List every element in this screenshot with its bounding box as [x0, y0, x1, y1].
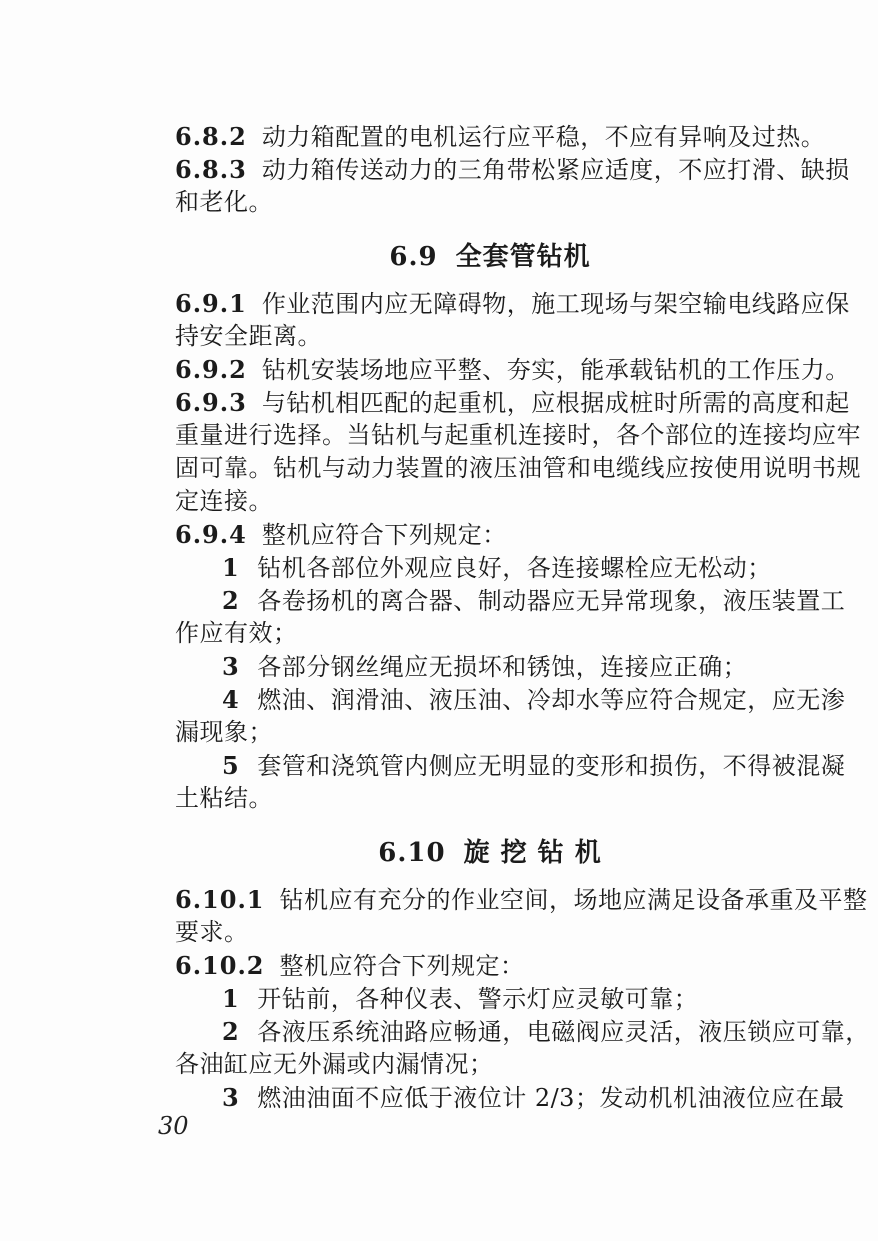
- item-number: 1: [222, 984, 240, 1013]
- clause-number: 6.10.2: [175, 951, 265, 980]
- clause-number: 6.9.1: [175, 289, 247, 318]
- clause-paragraph: [175, 386, 861, 518]
- clause-paragraph: [175, 287, 850, 353]
- item-number: 5: [222, 751, 240, 780]
- heading-number: 6.9: [389, 242, 438, 272]
- text-line: [175, 153, 850, 186]
- text-line: [175, 551, 805, 584]
- text-line: [175, 287, 850, 320]
- list-item-paragraph: [175, 982, 805, 1015]
- line-text: 和老化。: [175, 188, 273, 216]
- text-line: [175, 518, 805, 551]
- heading-title: 旋 挖 钻 机: [463, 838, 602, 868]
- list-item-paragraph: [175, 1081, 845, 1114]
- text-line: [175, 683, 846, 716]
- line-text: 整机应符合下列规定：: [279, 952, 525, 980]
- text-line: [175, 982, 805, 1015]
- list-item-paragraph: [175, 584, 846, 650]
- line-text: 各卷扬机的离合器、制动器应无异常现象，液压装置工: [257, 587, 846, 615]
- line-text: 动力箱传送动力的三角带松紧应适度，不应打滑、缺损: [261, 156, 850, 184]
- text-line: [175, 584, 846, 617]
- list-item-paragraph: [175, 551, 805, 584]
- line-text: 钻机各部位外观应良好，各连接螺栓应无松动；: [257, 554, 772, 582]
- text-line: [175, 1048, 805, 1081]
- clause-paragraph: [175, 153, 850, 219]
- text-line: [175, 716, 805, 749]
- clause-number: 6.8.2: [175, 122, 247, 151]
- list-item-paragraph: [175, 650, 805, 683]
- item-number: 2: [222, 1017, 240, 1046]
- line-text: 土粘结。: [175, 784, 273, 812]
- clause-number: 6.10.1: [175, 885, 265, 914]
- list-item-paragraph: [175, 683, 846, 749]
- item-number: 1: [222, 553, 240, 582]
- clause-paragraph: [175, 883, 868, 949]
- clause-number: 6.9.3: [175, 388, 247, 417]
- clause-paragraph: [175, 949, 805, 982]
- text-line: [175, 386, 850, 419]
- text-line: [175, 186, 805, 219]
- line-text: 钻机安装场地应平整、夯实，能承载钻机的工作压力。: [261, 356, 850, 384]
- text-line: [175, 1015, 870, 1048]
- list-item-paragraph: [175, 1015, 870, 1081]
- line-text: 固可靠。钻机与动力装置的液压油管和电缆线应按使用说明书规: [175, 454, 861, 482]
- line-text: 燃油、润滑油、液压油、冷却水等应符合规定，应无渗: [257, 686, 846, 714]
- text-line: [175, 650, 805, 683]
- document-content: [175, 120, 870, 1114]
- text-line: [175, 883, 868, 916]
- text-line: [175, 782, 805, 815]
- clause-number: 6.9.2: [175, 355, 247, 384]
- line-text: 套管和浇筑管内侧应无明显的变形和损伤，不得被混凝: [257, 752, 846, 780]
- text-line: [175, 485, 805, 518]
- text-line: [175, 120, 826, 153]
- line-text: 与钻机相匹配的起重机，应根据成桩时所需的高度和起: [261, 389, 850, 417]
- line-text: 持安全距离。: [175, 322, 322, 350]
- text-line: [175, 916, 805, 949]
- line-text: 漏现象；: [175, 718, 273, 746]
- line-text: 钻机应有充分的作业空间，场地应满足设备承重及平整: [279, 886, 868, 914]
- line-text: 燃油油面不应低于液位计 2/3；发动机机油液位应在最: [257, 1084, 845, 1112]
- clause-number: 6.9.4: [175, 520, 247, 549]
- text-line: [175, 749, 846, 782]
- line-text: 重量进行选择。当钻机与起重机连接时，各个部位的连接均应牢: [175, 421, 861, 449]
- line-text: 要求。: [175, 918, 249, 946]
- text-line: [175, 949, 805, 982]
- line-text: 各油缸应无外漏或内漏情况；: [175, 1050, 494, 1078]
- item-number: 4: [222, 685, 240, 714]
- section-heading: [175, 837, 805, 870]
- heading-number: 6.10: [378, 838, 446, 868]
- line-text: 定连接。: [175, 487, 273, 515]
- text-line: [175, 1081, 845, 1114]
- line-text: 各部分钢丝绳应无损坏和锈蚀，连接应正确；: [257, 653, 748, 681]
- text-line: [175, 452, 861, 485]
- clause-paragraph: [175, 353, 850, 386]
- text-line: [175, 320, 805, 353]
- clause-paragraph: [175, 120, 826, 153]
- text-line: [175, 617, 805, 650]
- line-text: 作业范围内应无障碍物，施工现场与架空输电线路应保: [261, 290, 850, 318]
- item-number: 3: [222, 652, 240, 681]
- text-line: [175, 353, 850, 386]
- item-number: 2: [222, 586, 240, 615]
- page-number: 30: [158, 1112, 189, 1140]
- line-text: 各液压系统油路应畅通，电磁阀应灵活，液压锁应可靠，: [257, 1018, 870, 1046]
- line-text: 开钻前，各种仪表、警示灯应灵敏可靠；: [257, 985, 699, 1013]
- heading-title: 全套管钻机: [455, 242, 591, 272]
- item-number: 3: [222, 1083, 240, 1112]
- clause-paragraph: [175, 518, 805, 551]
- text-line: [175, 419, 861, 452]
- list-item-paragraph: [175, 749, 846, 815]
- line-text: 作应有效；: [175, 619, 298, 647]
- line-text: 整机应符合下列规定：: [261, 521, 507, 549]
- section-heading: [175, 241, 805, 274]
- clause-number: 6.8.3: [175, 155, 247, 184]
- line-text: 动力箱配置的电机运行应平稳，不应有异响及过热。: [261, 123, 826, 151]
